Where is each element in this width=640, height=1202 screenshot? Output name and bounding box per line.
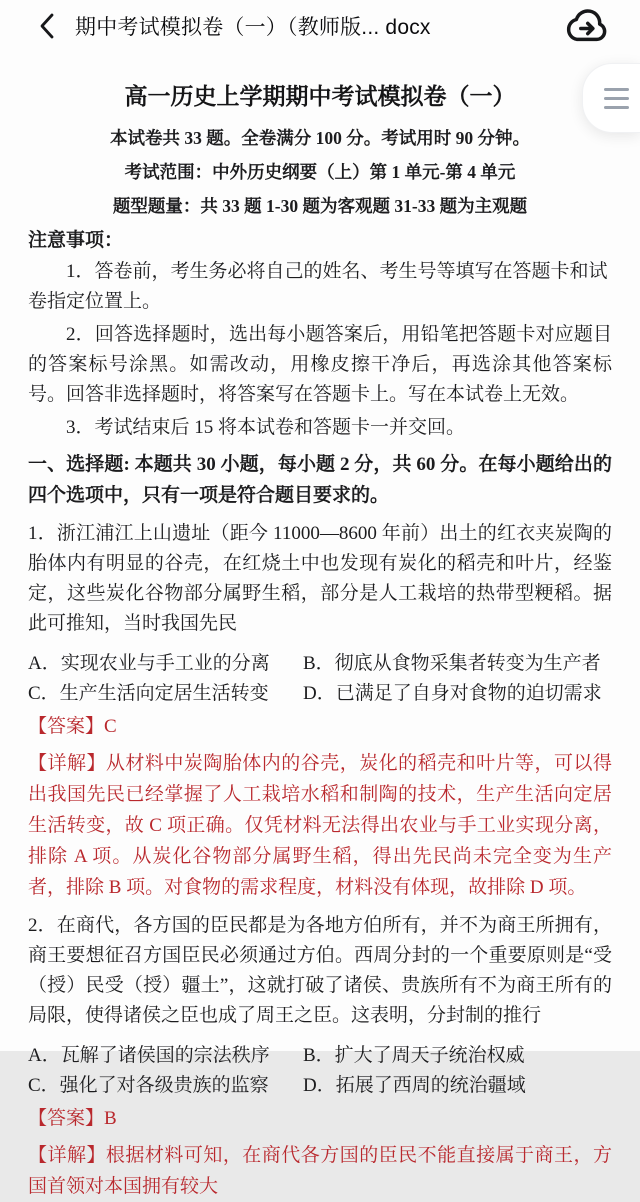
question-2-options-row bbox=[28, 1071, 612, 1101]
option-a: A．瓦解了诸侯国的宗法秩序 bbox=[28, 1045, 270, 1066]
notice-item: 1．答卷前，考生务必将自己的姓名、考生号等填写在答题卡和试卷指定位置上。 bbox=[28, 261, 608, 312]
option-c: C．生产生活向定居生活转变 bbox=[28, 683, 269, 704]
notice-heading: 注意事项： bbox=[28, 230, 124, 251]
question-2-stem: 2．在商代，各方国的臣民都是为各地方伯所有，并不为商王所拥有，商王要想征召方国臣民必须通过方伯。西周分封的一个重要原则是“受（授）民受（授）疆土”，这就打破了诸侯、贵族所有不为商王所有的局限，使得诸侯之臣也成了周王之臣。这表明，分封制的推行 bbox=[28, 915, 612, 1026]
hamburger-menu-icon bbox=[604, 88, 629, 91]
option-b: B．彻底从食物采集者转变为生产者 bbox=[303, 653, 601, 674]
exam-meta-line: 本试卷共 33 题。全卷满分 100 分。考试用时 90 分钟。 bbox=[110, 128, 530, 148]
option-b: B．扩大了周天子统治权威 bbox=[303, 1045, 525, 1066]
exam-meta-line: 考试范围：中外历史纲要（上）第 1 单元-第 4 单元 bbox=[124, 162, 516, 182]
question-1-options-row bbox=[28, 679, 612, 709]
document-page bbox=[0, 52, 640, 1202]
floating-menu-button[interactable] bbox=[582, 63, 640, 133]
exam-meta-line: 题型题量：共 33 题 1-30 题为客观题 31-33 题为主观题 bbox=[112, 196, 528, 216]
notice-item: 2．回答选择题时，选出每小题答案后，用铅笔把答题卡对应题目的答案标号涂黑。如需改动，用橡皮擦干净后，再选涂其他答案标号。回答非选择题时，将答案写在答题卡上。写在本试卷上无效。 bbox=[28, 324, 612, 405]
question-2-options-row bbox=[28, 1041, 612, 1071]
notice-item: 3．考试结束后 15 将本试卷和答题卡一并交回。 bbox=[66, 417, 466, 438]
question-2-answer: 【答案】B bbox=[28, 1108, 117, 1129]
question-2-explanation: 【详解】根据材料可知，在商代各方国的臣民不能直接属于商王，方国首领对本国拥有较大 bbox=[28, 1145, 612, 1197]
question-1-answer: 【答案】C bbox=[28, 716, 117, 737]
question-1-stem: 1．浙江浦江上山遗址（距今 11000—8600 年前）出土的红衣夹炭陶的胎体内有明显的谷壳，在红烧土中也发现有炭化的稻壳和叶片，经鉴定，这些炭化谷物部分属野生稻，部分是人工栽培的热带型粳稻。据此可推知，当时我国先民 bbox=[28, 523, 612, 634]
cloud-share-icon bbox=[565, 8, 609, 45]
option-d: D．拓展了西周的统治疆域 bbox=[303, 1075, 526, 1096]
section-heading: 一、选择题: 本题共 30 小题，每小题 2 分，共 60 分。在每小题给出的四个选项中，只有一项是符合题目要求的。 bbox=[28, 454, 612, 506]
back-button[interactable] bbox=[36, 11, 62, 41]
option-a: A．实现农业与手工业的分离 bbox=[28, 653, 270, 674]
file-title: 期中考试模拟卷（一）（教师版... docx bbox=[75, 16, 431, 39]
option-c: C．强化了对各级贵族的监察 bbox=[28, 1075, 269, 1096]
share-button[interactable] bbox=[564, 6, 610, 46]
option-d: D．已满足了自身对食物的迫切需求 bbox=[303, 683, 602, 704]
question-1-options-row bbox=[28, 649, 612, 679]
question-1-explanation: 【详解】从材料中炭陶胎体内的谷壳，炭化的稻壳和叶片等，可以得出我国先民已经掌握了人工栽培水稻和制陶的技术，生产生活向定居生活转变，故 C 项正确。仅凭材料无法得出农业与手工业实现分离，排除 A 项。从炭化谷物部分属野生稻，得出先民尚未完全变为生产者，排除 B 项。对食物的需求程度，材料没有体现，故排除 D 项。 bbox=[28, 753, 612, 898]
chevron-left-icon bbox=[36, 12, 58, 40]
exam-title: 高一历史上学期期中考试模拟卷（一） bbox=[124, 84, 516, 109]
top-bar bbox=[0, 0, 640, 52]
